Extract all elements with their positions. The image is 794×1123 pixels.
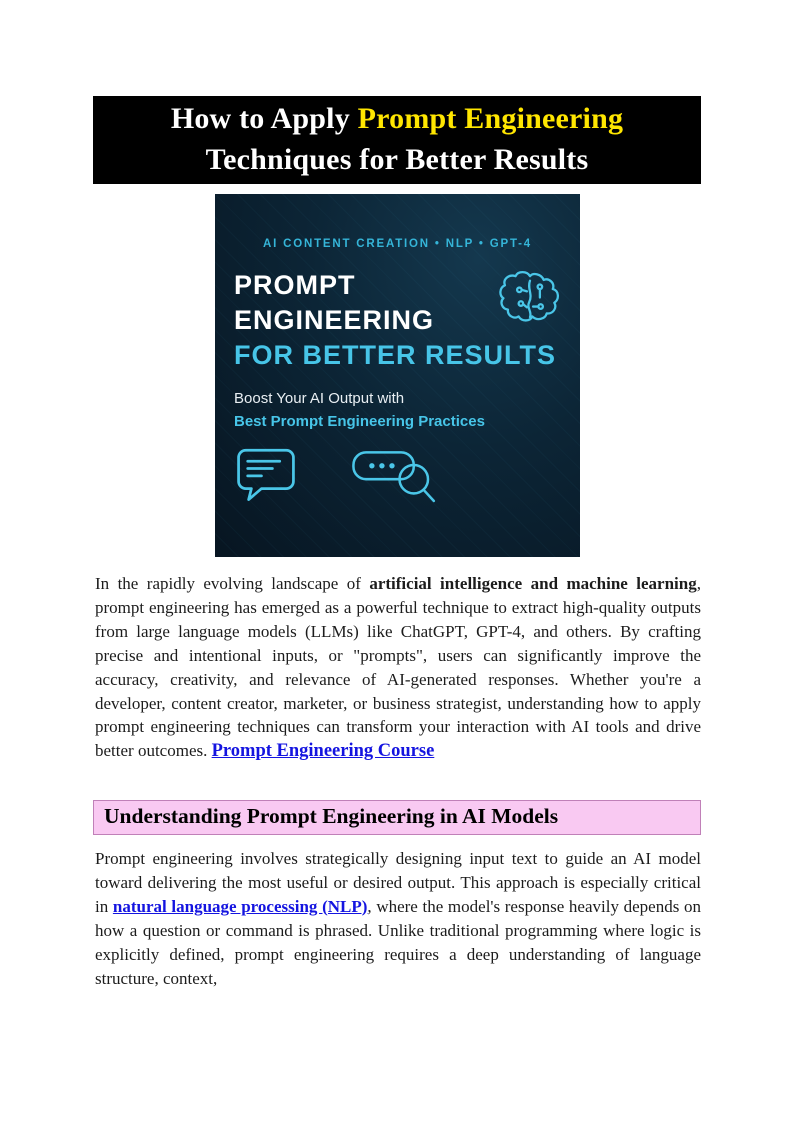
hero-subline-2: Best Prompt Engineering Practices: [234, 413, 485, 430]
section-heading-text: Understanding Prompt Engineering in AI Models: [104, 804, 559, 828]
hero-heading-line1: PROMPT: [234, 270, 356, 300]
brain-circuit-icon: [492, 256, 568, 348]
prompt-search-icon: [350, 444, 444, 511]
section-paragraph: [95, 847, 701, 990]
section-text-1: Prompt engineering involves strategically designing input text to guide an AI model toward delivering the most useful or desired output. This approach is especially critical in: [95, 849, 701, 916]
hero-icons: [234, 444, 444, 511]
intro-paragraph: [95, 572, 701, 764]
prompt-engineering-course-link[interactable]: Prompt Engineering Course: [211, 741, 435, 762]
hero-heading-line3: FOR BETTER RESULTS: [234, 340, 557, 370]
hero-heading-line2: ENGINEERING: [234, 305, 435, 335]
hero-subline-1: Boost Your AI Output with: [234, 390, 405, 407]
intro-bold-phrase: artificial intelligence and machine learning: [369, 574, 697, 593]
title-text-white: How to Apply: [170, 102, 358, 135]
title-line-1: [93, 98, 701, 139]
hero-tagline: AI CONTENT CREATION • NLP • GPT-4: [263, 238, 532, 250]
intro-text-2: , prompt engineering has emerged as a powerful technique to extract high-quality outputs from large language models (LLMs) like ChatGPT, GPT-4, and others. By crafting precise and intentional inputs, or "prompts", users can significantly improve the accuracy, creativity, and relevance of AI-generated responses. Whether you're a developer, content creator, marketer, or business strategist, understanding how to apply prompt engineering techniques can transform your interaction with AI tools and drive better outcomes.: [95, 574, 701, 761]
title-line-2: Techniques for Better Results: [205, 143, 589, 176]
section-heading-bar: [93, 800, 701, 835]
section-text-2: , where the model's response heavily depends on how a question or command is phrased. Unlike traditional programming where logic is explicitly defined, prompt engineering requires a deep understanding of language structure, context,: [95, 896, 701, 988]
chat-bubble-icon: [234, 444, 298, 509]
hero-image: [215, 194, 580, 557]
intro-text-1: In the rapidly evolving landscape of: [95, 574, 370, 593]
title-banner: [93, 96, 701, 184]
nlp-link[interactable]: natural language processing (NLP): [112, 896, 368, 916]
title-text-accent: Prompt Engineering: [357, 102, 624, 135]
